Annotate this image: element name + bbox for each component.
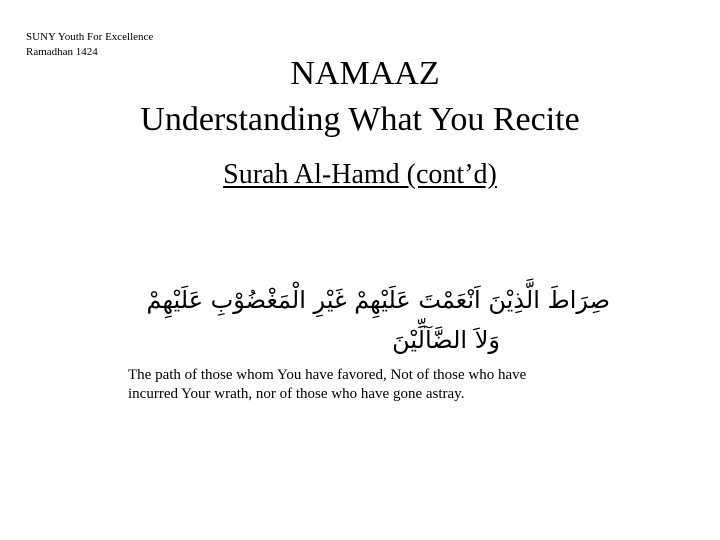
translation-line-2: incurred Your wrath, nor of those who have gone astray.	[128, 386, 465, 402]
org-name: SUNY Youth For Excellence	[26, 31, 154, 43]
title-main: NAMAAZ	[290, 55, 440, 92]
title-subheading: Understanding What You Recite	[140, 101, 580, 138]
arabic-verse	[110, 280, 610, 360]
section-heading: Surah Al-Hamd (cont’d)	[223, 159, 497, 190]
arabic-verse-line-2: وَلاَ الضَّآلِّيْنَ	[392, 326, 500, 354]
translation-line-1: The path of those whom You have favored, Not of those who have	[128, 367, 527, 383]
arabic-verse-line-1: صِرَاطَ الَّذِيْنَ اَنْعَمْتَ عَلَيْهِمْ غَيْرِ الْمَغْضُوْبِ عَلَيْهِمْ	[146, 286, 610, 314]
date-label: Ramadhan 1424	[26, 46, 98, 58]
verse-translation	[128, 366, 588, 404]
